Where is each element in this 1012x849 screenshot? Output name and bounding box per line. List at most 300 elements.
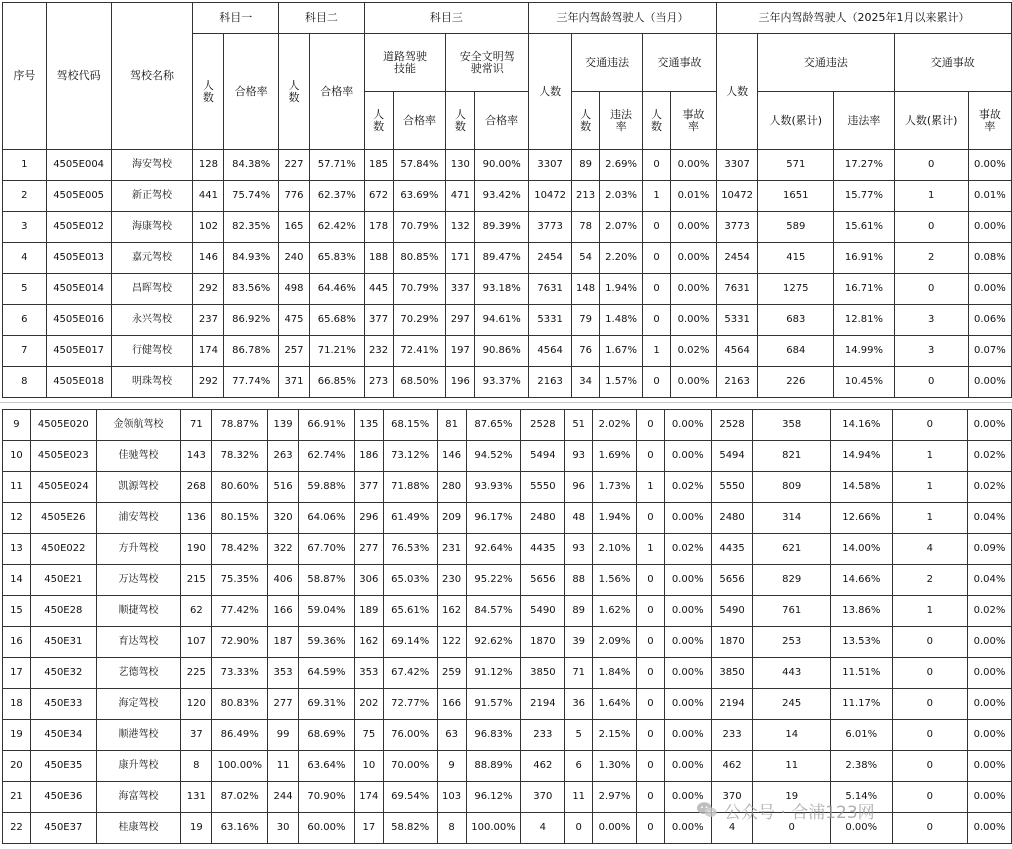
table-cell: 57.71%	[309, 150, 364, 181]
table-cell: 2	[892, 565, 967, 596]
table-cell: 102	[193, 212, 224, 243]
table-row	[3, 441, 1012, 472]
table-cell: 13.86%	[830, 596, 892, 627]
table-cell: 5331	[716, 305, 757, 336]
table-cell: 37	[181, 720, 212, 751]
table-cell: 90.86%	[475, 336, 529, 367]
table-cell: 91.57%	[466, 689, 521, 720]
table-cell: 353	[354, 658, 383, 689]
table-cell: 66.85%	[309, 367, 364, 398]
table-cell: 3850	[711, 658, 753, 689]
table-cell: 17	[3, 658, 31, 689]
table-cell: 0.00%	[670, 212, 716, 243]
table-cell: 4435	[711, 534, 753, 565]
table-row	[3, 534, 1012, 565]
table-cell: 2.07%	[600, 212, 643, 243]
table-cell: 70.00%	[383, 751, 437, 782]
table-cell: 0.02%	[967, 596, 1011, 627]
table-cell: 233	[521, 720, 565, 751]
table-cell: 0.00%	[670, 150, 716, 181]
table-cell: 87.65%	[466, 410, 521, 441]
table-cell: 昌晖驾校	[111, 274, 193, 305]
table-cell: 6.01%	[830, 720, 892, 751]
table-cell: 450E37	[30, 813, 96, 844]
table-cell: 10472	[529, 181, 572, 212]
table-cell: 0	[636, 596, 664, 627]
table-cell: 189	[354, 596, 383, 627]
table-cell: 0	[894, 150, 968, 181]
table-cell: 672	[364, 181, 393, 212]
table-cell: 59.36%	[299, 627, 355, 658]
table-cell: 1	[892, 441, 967, 472]
table-cell: 0.00%	[968, 212, 1011, 243]
table-cell: 80.83%	[212, 689, 268, 720]
table-row	[3, 565, 1012, 596]
table-cell: 5.14%	[830, 782, 892, 813]
table-cell: 78.87%	[212, 410, 268, 441]
table-cell: 8	[3, 367, 47, 398]
table-cell: 0	[894, 367, 968, 398]
table-cell: 永兴驾校	[111, 305, 193, 336]
table-cell: 海康驾校	[111, 212, 193, 243]
table-cell: 0.00%	[664, 503, 711, 534]
table-cell: 0.00%	[664, 658, 711, 689]
table-cell: 230	[437, 565, 466, 596]
table-cell: 621	[753, 534, 830, 565]
table-cell: 65.68%	[309, 305, 364, 336]
table-cell: 143	[181, 441, 212, 472]
table-cell: 63.64%	[299, 751, 355, 782]
table-cell: 0.02%	[967, 472, 1011, 503]
table-cell: 139	[268, 410, 299, 441]
table-cell: 209	[437, 503, 466, 534]
table-cell: 1.57%	[600, 367, 643, 398]
table-cell: 0	[892, 410, 967, 441]
table-cell: 4	[521, 813, 565, 844]
header-road-people: 人数	[364, 92, 393, 150]
table-cell: 75	[354, 720, 383, 751]
table-cell: 415	[758, 243, 834, 274]
table-cell: 万达驾校	[96, 565, 181, 596]
table-cell: 顺港驾校	[96, 720, 181, 751]
table-cell: 571	[758, 150, 834, 181]
table-cell: 0.00%	[967, 782, 1011, 813]
table-cell: 4505E024	[30, 472, 96, 503]
table-cell: 0.00%	[968, 150, 1011, 181]
table-cell: 178	[364, 212, 393, 243]
table-cell: 306	[354, 565, 383, 596]
table-cell: 0.00%	[968, 274, 1011, 305]
table-cell: 120	[181, 689, 212, 720]
table-cell: 0	[894, 212, 968, 243]
table-cell: 95.22%	[466, 565, 521, 596]
table-cell: 0.00%	[967, 658, 1011, 689]
table-cell: 4505E012	[46, 212, 111, 243]
table-cell: 68.50%	[393, 367, 446, 398]
table-row	[3, 720, 1012, 751]
table-cell: 67.70%	[299, 534, 355, 565]
table-cell: 69.54%	[383, 782, 437, 813]
table-cell: 海定驾校	[96, 689, 181, 720]
table-cell: 14.94%	[830, 441, 892, 472]
table-cell: 62.74%	[299, 441, 355, 472]
table-cell: 91.12%	[466, 658, 521, 689]
table-cell: 8	[181, 751, 212, 782]
table-cell: 0	[753, 813, 830, 844]
table-cell: 0	[636, 410, 664, 441]
table-cell: 162	[437, 596, 466, 627]
table-cell: 0	[892, 689, 967, 720]
table-cell: 4435	[521, 534, 565, 565]
table-cell: 2528	[521, 410, 565, 441]
table-cell: 273	[364, 367, 393, 398]
table-cell: 213	[572, 181, 600, 212]
table-cell: 1.48%	[600, 305, 643, 336]
table-cell: 1.64%	[593, 689, 637, 720]
table-cell: 0.00%	[670, 305, 716, 336]
table-cell: 2528	[711, 410, 753, 441]
table-cell: 103	[437, 782, 466, 813]
table-cell: 金领航驾校	[96, 410, 181, 441]
table-cell: 77.42%	[212, 596, 268, 627]
table-cell: 3307	[716, 150, 757, 181]
table-cell: 450E35	[30, 751, 96, 782]
table-row	[3, 336, 1012, 367]
table-cell: 12.66%	[830, 503, 892, 534]
table-cell: 72.90%	[212, 627, 268, 658]
table-cell: 72.41%	[393, 336, 446, 367]
table-cell: 80.85%	[393, 243, 446, 274]
table-cell: 65.83%	[309, 243, 364, 274]
table-cell: 88	[565, 565, 593, 596]
table-body-top	[3, 150, 1012, 398]
table-cell: 5550	[521, 472, 565, 503]
table-cell: 0.00%	[664, 441, 711, 472]
table-cell: 0.00%	[664, 689, 711, 720]
table-cell: 10	[3, 441, 31, 472]
table-cell: 0	[892, 813, 967, 844]
table-cell: 69.14%	[383, 627, 437, 658]
table-cell: 0	[636, 813, 664, 844]
table-cell: 57.84%	[393, 150, 446, 181]
header-cum-accident-people: 人数(累计)	[894, 92, 968, 150]
table-cell: 187	[268, 627, 299, 658]
table-cell: 174	[193, 336, 224, 367]
table-row	[3, 689, 1012, 720]
table-cell: 2.10%	[593, 534, 637, 565]
table-cell: 84.93%	[224, 243, 279, 274]
table-cell: 1	[892, 472, 967, 503]
table-cell: 59.88%	[299, 472, 355, 503]
table-cell: 1651	[758, 181, 834, 212]
table-cell: 7631	[529, 274, 572, 305]
table-cell: 498	[279, 274, 310, 305]
table-cell: 5494	[711, 441, 753, 472]
table-cell: 0	[643, 274, 671, 305]
table-cell: 257	[279, 336, 310, 367]
table-cell: 471	[446, 181, 475, 212]
table-cell: 凯源驾校	[96, 472, 181, 503]
header-safety-pass-rate: 合格率	[475, 92, 529, 150]
table-cell: 12	[3, 503, 31, 534]
table-cell: 9	[3, 410, 31, 441]
header-month-violation-people: 人数	[572, 92, 600, 150]
table-cell: 296	[354, 503, 383, 534]
table-cell: 445	[364, 274, 393, 305]
header-month-accident-rate: 事故率	[670, 92, 716, 150]
table-cell: 0.00%	[664, 751, 711, 782]
table-cell: 89.39%	[475, 212, 529, 243]
table-cell: 202	[354, 689, 383, 720]
header-month-violation: 交通违法	[572, 34, 643, 92]
table-cell: 方升驾校	[96, 534, 181, 565]
table-cell: 233	[711, 720, 753, 751]
header-safety-people: 人数	[446, 92, 475, 150]
table-cell: 62.37%	[309, 181, 364, 212]
table-cell: 1	[892, 503, 967, 534]
table-cell: 61.49%	[383, 503, 437, 534]
table-cell: 190	[181, 534, 212, 565]
table-cell: 2.38%	[830, 751, 892, 782]
table-cell: 58.82%	[383, 813, 437, 844]
table-cell: 4505E017	[46, 336, 111, 367]
table-cell: 86.78%	[224, 336, 279, 367]
table-cell: 嘉元驾校	[111, 243, 193, 274]
table-cell: 0.01%	[968, 181, 1011, 212]
table-cell: 78	[572, 212, 600, 243]
table-cell: 322	[268, 534, 299, 565]
header-safety-knowledge: 安全文明驾驶常识	[446, 34, 529, 92]
table-cell: 11	[565, 782, 593, 813]
table-cell: 4505E020	[30, 410, 96, 441]
table-cell: 450E022	[30, 534, 96, 565]
table-cell: 0	[636, 658, 664, 689]
table-cell: 2.03%	[600, 181, 643, 212]
table-cell: 377	[354, 472, 383, 503]
table-cell: 10472	[716, 181, 757, 212]
table-cell: 0	[636, 503, 664, 534]
table-cell: 58.87%	[299, 565, 355, 596]
table-cell: 1.62%	[593, 596, 637, 627]
table-cell: 0.02%	[664, 472, 711, 503]
header-cum-violation-rate: 违法率	[834, 92, 894, 150]
table-cell: 96.17%	[466, 503, 521, 534]
table-cell: 10.45%	[834, 367, 894, 398]
table-cell: 4	[3, 243, 47, 274]
table-cell: 69.31%	[299, 689, 355, 720]
table-cell: 0.00%	[967, 813, 1011, 844]
table-cell: 0.00%	[664, 565, 711, 596]
table-cell: 4505E023	[30, 441, 96, 472]
table-cell: 231	[437, 534, 466, 565]
table-cell: 1.73%	[593, 472, 637, 503]
table-cell: 0.00%	[664, 627, 711, 658]
table-cell: 54	[572, 243, 600, 274]
table-cell: 0	[643, 212, 671, 243]
table-cell: 77.74%	[224, 367, 279, 398]
table-cell: 19	[181, 813, 212, 844]
table-cell: 450E36	[30, 782, 96, 813]
table-cell: 1.94%	[593, 503, 637, 534]
table-cell: 艺德驾校	[96, 658, 181, 689]
header-cum-accident-rate: 事故率	[968, 92, 1011, 150]
table-cell: 3	[894, 305, 968, 336]
table-cell: 0.00%	[670, 367, 716, 398]
table-cell: 2163	[716, 367, 757, 398]
table-cell: 5331	[529, 305, 572, 336]
table-cell: 11.51%	[830, 658, 892, 689]
table-cell: 4505E016	[46, 305, 111, 336]
table-row	[3, 410, 1012, 441]
table-cell: 128	[193, 150, 224, 181]
table-cell: 0.00%	[670, 243, 716, 274]
table-cell: 0	[636, 720, 664, 751]
table-cell: 197	[446, 336, 475, 367]
header-subject1: 科目一	[193, 3, 279, 34]
table-cell: 0	[643, 367, 671, 398]
table-cell: 新正驾校	[111, 181, 193, 212]
table-row	[3, 367, 1012, 398]
table-cell: 1.84%	[593, 658, 637, 689]
table-cell: 93.93%	[466, 472, 521, 503]
table-cell: 22	[3, 813, 31, 844]
table-cell: 72.77%	[383, 689, 437, 720]
table-cell: 0.00%	[830, 813, 892, 844]
table-cell: 92.62%	[466, 627, 521, 658]
table-cell: 6	[565, 751, 593, 782]
table-row	[3, 503, 1012, 534]
table-cell: 185	[364, 150, 393, 181]
table-cell: 215	[181, 565, 212, 596]
table-cell: 5	[565, 720, 593, 751]
table-cell: 0	[643, 150, 671, 181]
table-row	[3, 472, 1012, 503]
table-cell: 0.00%	[967, 751, 1011, 782]
table-cell: 15.61%	[834, 212, 894, 243]
table-cell: 186	[354, 441, 383, 472]
table-cell: 441	[193, 181, 224, 212]
table-cell: 1	[894, 181, 968, 212]
header-s2-people: 人数	[279, 34, 310, 150]
table-cell: 2454	[529, 243, 572, 274]
table-cell: 237	[193, 305, 224, 336]
table-cell: 79	[572, 305, 600, 336]
table-cell: 358	[753, 410, 830, 441]
table-cell: 10	[354, 751, 383, 782]
table-cell: 1	[643, 336, 671, 367]
table-cell: 70.90%	[299, 782, 355, 813]
table-cell: 1870	[711, 627, 753, 658]
table-cell: 0	[892, 751, 967, 782]
table-cell: 6	[3, 305, 47, 336]
table-cell: 292	[193, 274, 224, 305]
table-cell: 0.00%	[670, 274, 716, 305]
table-cell: 450E34	[30, 720, 96, 751]
table-cell: 227	[279, 150, 310, 181]
table-cell: 0	[636, 565, 664, 596]
table-cell: 75.74%	[224, 181, 279, 212]
header-monthly-group: 三年内驾龄驾驶人（当月）	[529, 3, 717, 34]
table-cell: 1870	[521, 627, 565, 658]
table-cell: 1	[3, 150, 47, 181]
table-cell: 165	[279, 212, 310, 243]
table-cell: 131	[181, 782, 212, 813]
table-cell: 76.53%	[383, 534, 437, 565]
table-cell: 0.00%	[967, 627, 1011, 658]
table-cell: 8	[437, 813, 466, 844]
header-month-accident: 交通事故	[643, 34, 717, 92]
table-cell: 68.69%	[299, 720, 355, 751]
table-cell: 277	[354, 534, 383, 565]
table-cell: 13	[3, 534, 31, 565]
table-cell: 浦安驾校	[96, 503, 181, 534]
table-cell: 96.83%	[466, 720, 521, 751]
table-cell: 226	[758, 367, 834, 398]
table-cell: 80.60%	[212, 472, 268, 503]
table-cell: 64.46%	[309, 274, 364, 305]
table-row	[3, 782, 1012, 813]
table-cell: 3773	[529, 212, 572, 243]
table-row	[3, 751, 1012, 782]
table-cell: 62.42%	[309, 212, 364, 243]
table-row	[3, 274, 1012, 305]
table-cell: 0.06%	[968, 305, 1011, 336]
table-cell: 行健驾校	[111, 336, 193, 367]
table-cell: 59.04%	[299, 596, 355, 627]
table-cell: 86.92%	[224, 305, 279, 336]
table-cell: 166	[437, 689, 466, 720]
table-cell: 83.56%	[224, 274, 279, 305]
table-cell: 5550	[711, 472, 753, 503]
table-cell: 0	[892, 782, 967, 813]
table-cell: 12.81%	[834, 305, 894, 336]
table-cell: 73.12%	[383, 441, 437, 472]
table-cell: 0	[643, 305, 671, 336]
table-cell: 0	[565, 813, 593, 844]
watermark-text: 公众号 · 合浦123网	[724, 802, 875, 823]
table-cell: 5490	[711, 596, 753, 627]
table-cell: 2	[3, 181, 47, 212]
table-cell: 21	[3, 782, 31, 813]
page-break-divider	[0, 402, 1012, 403]
table-cell: 263	[268, 441, 299, 472]
table-cell: 4	[892, 534, 967, 565]
table-cell: 3850	[521, 658, 565, 689]
table-cell: 99	[268, 720, 299, 751]
table-cell: 14.58%	[830, 472, 892, 503]
table-cell: 776	[279, 181, 310, 212]
table-cell: 277	[268, 689, 299, 720]
header-road-pass-rate: 合格率	[393, 92, 446, 150]
table-cell: 4564	[716, 336, 757, 367]
table-cell: 245	[753, 689, 830, 720]
table-cell: 146	[193, 243, 224, 274]
table-cell: 73.33%	[212, 658, 268, 689]
table-cell: 1.56%	[593, 565, 637, 596]
table-row	[3, 658, 1012, 689]
table-cell: 232	[364, 336, 393, 367]
table-cell: 0	[636, 627, 664, 658]
table-cell: 162	[354, 627, 383, 658]
table-cell: 684	[758, 336, 834, 367]
table-cell: 166	[268, 596, 299, 627]
table-cell: 5490	[521, 596, 565, 627]
table-cell: 20	[3, 751, 31, 782]
table-cell: 225	[181, 658, 212, 689]
table-row	[3, 150, 1012, 181]
table-cell: 516	[268, 472, 299, 503]
table-cell: 14	[753, 720, 830, 751]
